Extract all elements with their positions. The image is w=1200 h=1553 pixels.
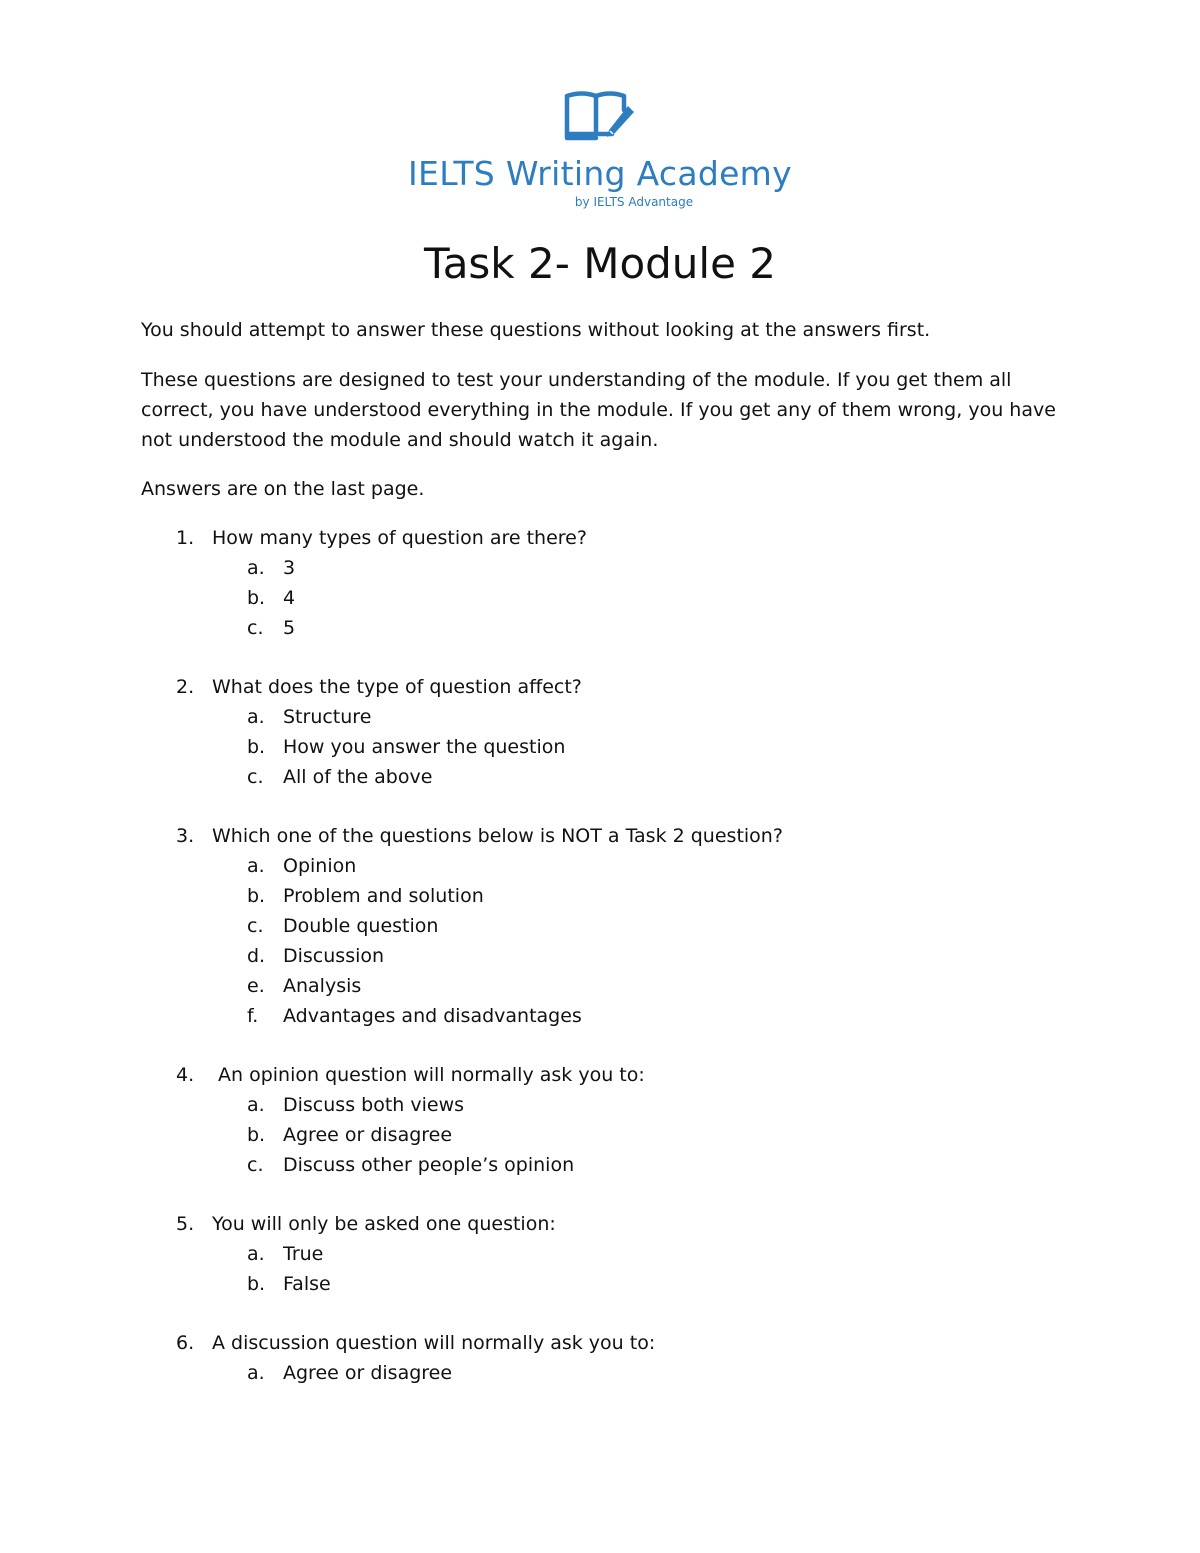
logo — [0, 88, 1200, 210]
question-list — [0, 523, 1200, 1417]
option-list — [0, 1239, 1200, 1299]
option-letter: b. — [247, 1273, 266, 1295]
option-text: Double question — [283, 915, 439, 937]
option-text: Problem and solution — [283, 885, 484, 907]
option-text: False — [283, 1273, 331, 1295]
option-text: 3 — [283, 557, 296, 579]
option-item — [0, 911, 1200, 941]
option-text: Analysis — [283, 975, 362, 997]
option-item — [0, 881, 1200, 911]
option-item — [0, 1358, 1200, 1388]
option-letter: b. — [247, 885, 266, 907]
option-text: Discussion — [283, 945, 385, 967]
option-text: True — [283, 1243, 324, 1265]
logo-title: IELTS Writing Academy — [408, 154, 792, 193]
option-letter: a. — [247, 706, 265, 728]
option-item — [0, 702, 1200, 732]
option-letter: a. — [247, 1362, 265, 1384]
option-letter: f. — [247, 1005, 259, 1027]
option-item — [0, 971, 1200, 1001]
question-number: 5. — [176, 1213, 195, 1235]
intro-paragraph: These questions are designed to test your understanding of the module. If you get them all correct, you have understood everything in the module. If you get any of them wrong, you have not understood the module and should watch it again. — [141, 369, 1056, 451]
option-list — [0, 702, 1200, 792]
option-letter: e. — [247, 975, 265, 997]
option-letter: d. — [247, 945, 266, 967]
option-letter: b. — [247, 587, 266, 609]
question-item — [0, 523, 1200, 643]
option-text: Discuss other people’s opinion — [283, 1154, 575, 1176]
option-text: Advantages and disadvantages — [283, 1005, 582, 1027]
option-text: Opinion — [283, 855, 357, 877]
question-item — [0, 1328, 1200, 1388]
question-number: 2. — [176, 676, 195, 698]
option-letter: b. — [247, 736, 266, 758]
question-item — [0, 1060, 1200, 1180]
option-item — [0, 1239, 1200, 1269]
option-text: All of the above — [283, 766, 433, 788]
book-pen-icon — [562, 88, 638, 146]
option-letter: a. — [247, 1243, 265, 1265]
intro-paragraph: You should attempt to answer these questions without looking at the answers first. — [141, 319, 931, 341]
option-letter: c. — [247, 1154, 264, 1176]
option-item — [0, 941, 1200, 971]
question-text: An opinion question will normally ask you to: — [218, 1064, 645, 1086]
option-text: Agree or disagree — [283, 1362, 453, 1384]
question-number: 3. — [176, 825, 195, 847]
question-number: 1. — [176, 527, 195, 549]
option-item — [0, 583, 1200, 613]
option-list — [0, 1358, 1200, 1388]
question-number: 4. — [176, 1064, 195, 1086]
option-text: Discuss both views — [283, 1094, 465, 1116]
logo-subtitle: by IELTS Advantage — [574, 195, 694, 209]
question-number: 6. — [176, 1332, 195, 1354]
option-item — [0, 613, 1200, 643]
question-item — [0, 672, 1200, 792]
option-text: Agree or disagree — [283, 1124, 453, 1146]
option-text: 4 — [283, 587, 296, 609]
question-item — [0, 1209, 1200, 1299]
option-item — [0, 762, 1200, 792]
option-item — [0, 1150, 1200, 1180]
option-letter: c. — [247, 915, 264, 937]
option-letter: c. — [247, 766, 264, 788]
question-text: Which one of the questions below is NOT a Task 2 question? — [212, 825, 783, 847]
page-title: Task 2- Module 2 — [423, 239, 777, 288]
option-letter: b. — [247, 1124, 266, 1146]
option-letter: c. — [247, 617, 264, 639]
option-letter: a. — [247, 1094, 265, 1116]
option-item — [0, 1120, 1200, 1150]
question-text: A discussion question will normally ask you to: — [212, 1332, 656, 1354]
option-list — [0, 553, 1200, 643]
option-item — [0, 1001, 1200, 1031]
option-text: Structure — [283, 706, 372, 728]
option-item — [0, 732, 1200, 762]
option-letter: a. — [247, 855, 265, 877]
option-list — [0, 851, 1200, 1031]
intro-paragraph: Answers are on the last page. — [141, 478, 425, 500]
option-text: How you answer the question — [283, 736, 566, 758]
question-text: How many types of question are there? — [212, 527, 587, 549]
option-text: 5 — [283, 617, 296, 639]
question-item — [0, 821, 1200, 1031]
option-item — [0, 553, 1200, 583]
question-text: What does the type of question affect? — [212, 676, 582, 698]
option-item — [0, 1090, 1200, 1120]
option-item — [0, 1269, 1200, 1299]
option-list — [0, 1090, 1200, 1180]
option-letter: a. — [247, 557, 265, 579]
option-item — [0, 851, 1200, 881]
question-text: You will only be asked one question: — [212, 1213, 556, 1235]
